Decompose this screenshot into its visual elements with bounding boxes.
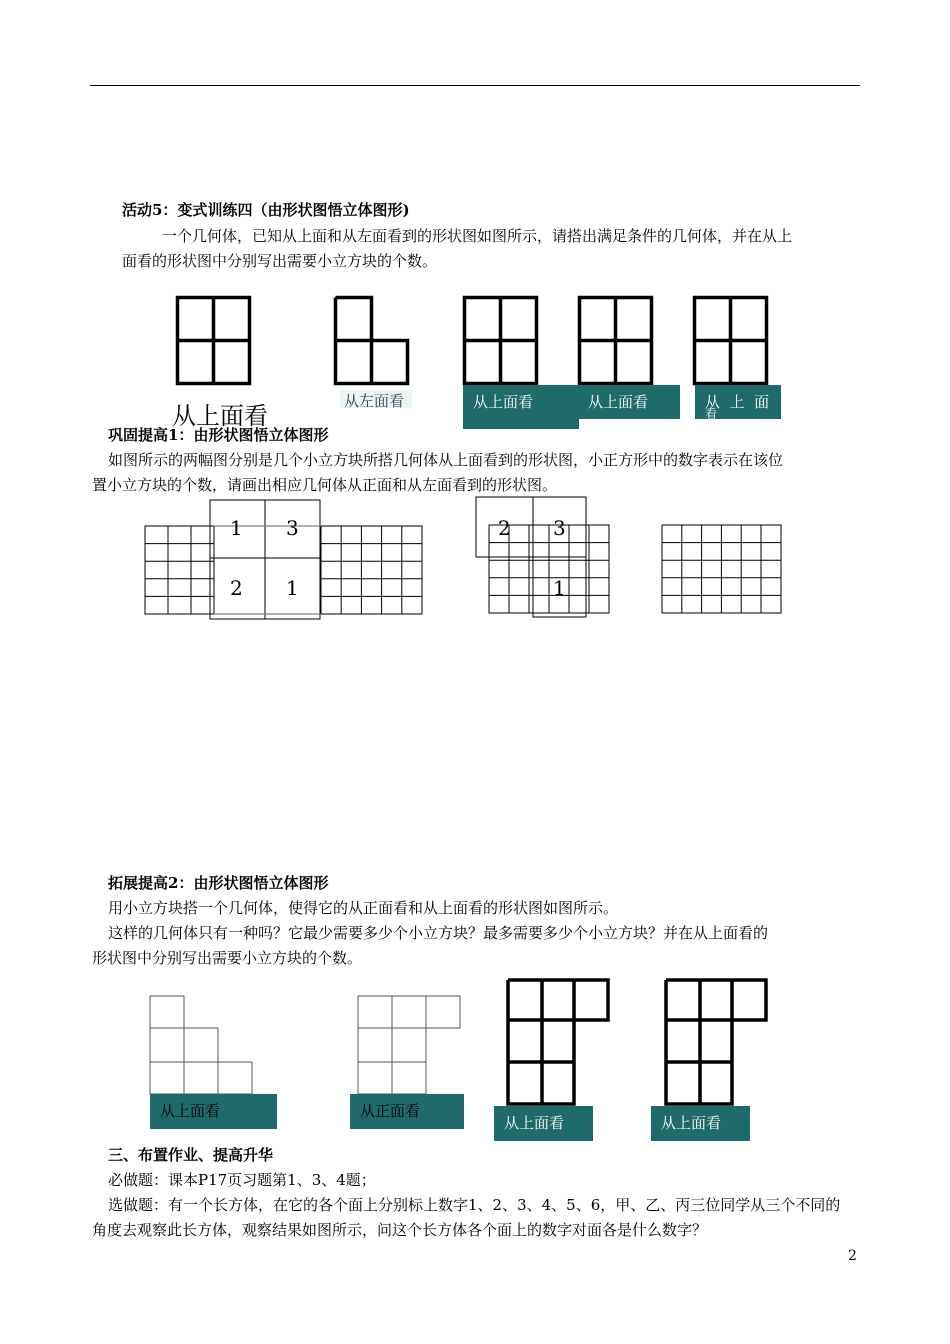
consolidate1-figure1 xyxy=(145,500,425,620)
fig1-num-2: 3 xyxy=(286,516,299,540)
consolidate1-text-line2: 置小立方块的个数，请画出相应几何体从正面和从左面看到的形状图。 xyxy=(92,476,558,494)
extend2-label-front: 从正面看 xyxy=(350,1094,464,1129)
extend2-front-view xyxy=(358,996,464,1096)
extend2-text-line3: 形状图中分别写出需要小立方块的个数。 xyxy=(92,949,363,967)
top-view-label-c: 从 上 面 看 xyxy=(695,385,781,419)
extend2-label-top-1: 从上面看 xyxy=(150,1094,277,1129)
activity5-text-line2: 面看的形状图中分别写出需要小立方块的个数。 xyxy=(122,252,438,270)
left-view-l-shape xyxy=(334,296,410,386)
homework-optional-line1: 选做题：有一个长方体，在它的各个面上分别标上数字1、2、3、4、5、6，甲、乙、丙三位同学从三个不同的 xyxy=(108,1196,841,1214)
fig2-num-2: 3 xyxy=(553,516,566,540)
top-view-label-a: 从上面看 xyxy=(463,385,579,429)
extend2-label-top-2: 从上面看 xyxy=(494,1106,593,1141)
activity5-title: 活动5：变式训练四（由形状图悟立体图形) xyxy=(122,201,410,219)
extend2-label-top-3: 从上面看 xyxy=(651,1106,750,1141)
view-top-label-big: 从上面看 xyxy=(172,402,268,430)
activity5-text-line1: 一个几何体，已知从上面和从左面看到的形状图如图所示，请搭出满足条件的几何体，并在从上 xyxy=(162,227,793,245)
extend2-title: 拓展提高2：由形状图悟立体图形 xyxy=(108,874,329,892)
top-view-grid-b xyxy=(578,296,654,386)
fig2-num-3: 1 xyxy=(553,576,566,600)
top-view-grid-c xyxy=(693,296,769,386)
top-view-label-b: 从上面看 xyxy=(578,385,680,419)
header-rule xyxy=(90,85,860,86)
fig1-num-3: 2 xyxy=(230,576,243,600)
extend2-top-view-grid-a xyxy=(506,978,612,1108)
fig2-num-1: 2 xyxy=(498,516,511,540)
top-view-grid-a xyxy=(463,296,539,386)
extend2-top-view-grid-b xyxy=(664,978,770,1108)
fig1-num-1: 1 xyxy=(230,516,243,540)
page-number: 2 xyxy=(848,1248,857,1264)
extend2-top-view-staircase xyxy=(150,996,260,1096)
homework-optional-line2: 角度去观察此长方体，观察结果如图所示，问这个长方体各个面上的数字对面各是什么数字？ xyxy=(92,1221,708,1239)
left-view-label: 从左面看 xyxy=(340,390,412,408)
consolidate1-text-line1: 如图所示的两幅图分别是几个小立方块所搭几何体从上面看到的形状图，小正方形中的数字表示在该位 xyxy=(108,451,784,469)
top-view-grid-2x2 xyxy=(176,296,252,386)
extend2-text-line2: 这样的几何体只有一种吗？它最少需要多少个小立方块？最多需要多少个小立方块？并在从上面看的 xyxy=(108,924,769,942)
extend2-text-line1: 用小立方块搭一个几何体，使得它的从正面看和从上面看的形状图如图所示。 xyxy=(108,899,619,917)
consolidate1-title: 巩固提高1：由形状图悟立体图形 xyxy=(108,426,329,444)
homework-required: 必做题：课本P17页习题第1、3、4题； xyxy=(108,1171,376,1189)
fig1-num-4: 1 xyxy=(286,576,299,600)
homework-title: 三、布置作业、提高升华 xyxy=(108,1146,274,1164)
consolidate1-figure2 xyxy=(476,497,786,619)
